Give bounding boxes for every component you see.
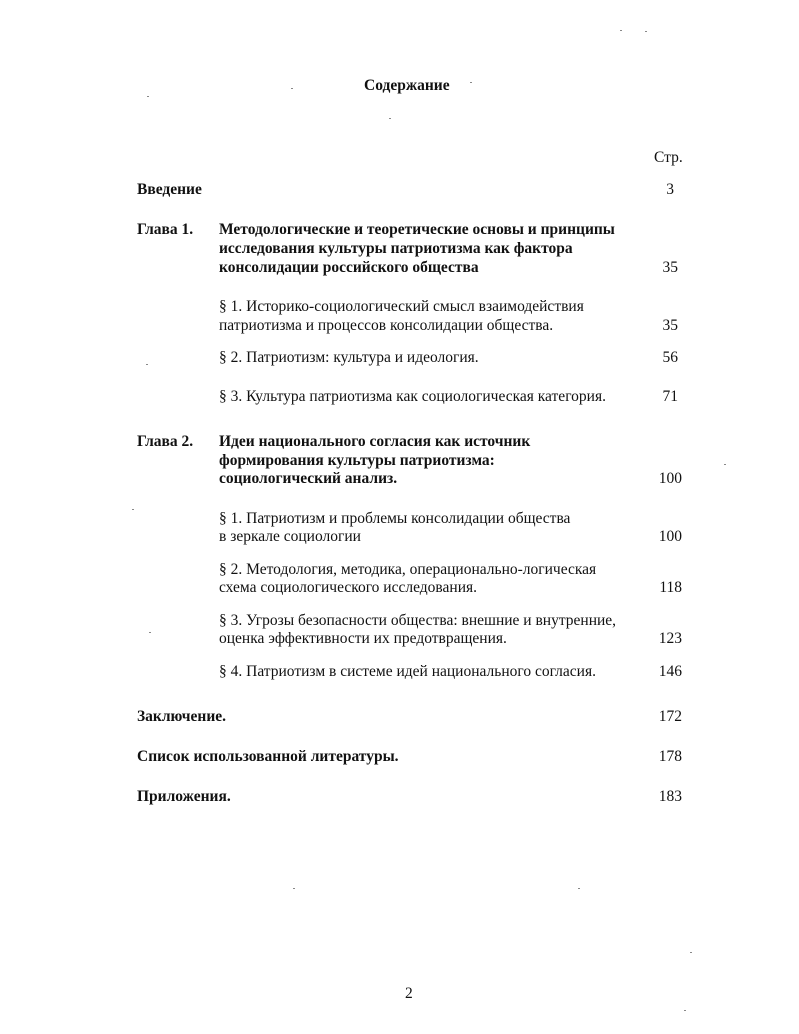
toc-conclusion-page: 172	[658, 708, 682, 725]
toc-intro-label: Введение	[137, 181, 202, 198]
toc-appendices-page: 183	[658, 788, 682, 805]
scan-speck	[146, 364, 148, 365]
ch2-section-line: § 1. Патриотизм и проблемы консолидации общества	[219, 510, 571, 527]
ch1-section-line: § 3. Культура патриотизма как социологическая категория.	[219, 388, 606, 405]
page-title: Содержание	[364, 77, 450, 94]
chapter2-title-line: социологический анализ.	[219, 470, 398, 487]
ch1-section-page: 35	[662, 317, 678, 334]
scan-speck	[578, 888, 580, 889]
ch1-section-line: § 2. Патриотизм: культура и идеология.	[219, 349, 479, 366]
toc-intro-page: 3	[666, 181, 674, 198]
scan-speck	[291, 88, 293, 89]
toc-appendices-label: Приложения.	[137, 788, 231, 805]
page-column-header: Стр.	[654, 149, 683, 166]
ch2-section-page: 100	[658, 528, 682, 545]
chapter1-title-line: консолидации российского общества	[219, 259, 479, 276]
toc-bibliography-page: 178	[658, 748, 682, 765]
chapter2-label: Глава 2.	[137, 433, 194, 450]
ch1-section-page: 71	[662, 388, 678, 405]
ch2-section-line: § 4. Патриотизм в системе идей национального согласия.	[219, 663, 596, 680]
scan-speck	[690, 952, 692, 953]
scan-speck	[147, 96, 149, 97]
scan-speck	[724, 464, 726, 465]
scan-speck	[470, 82, 472, 83]
ch2-section-page: 146	[658, 663, 682, 680]
ch2-section-line: схема социологического исследования.	[219, 579, 477, 596]
scan-speck	[645, 31, 647, 32]
chapter2-title-line: Идеи национального согласия как источник	[219, 433, 531, 450]
chapter1-title-line: исследования культуры патриотизма как фактора	[219, 240, 573, 257]
ch1-section-page: 56	[662, 349, 678, 366]
toc-bibliography-label: Список использованной литературы.	[137, 748, 399, 765]
ch1-section-line: патриотизма и процессов консолидации общества.	[219, 317, 554, 334]
scan-speck	[132, 509, 134, 510]
toc-conclusion-label: Заключение.	[137, 708, 227, 725]
ch1-section-line: § 1. Историко-социологический смысл взаимодействия	[219, 298, 584, 315]
scan-speck	[684, 1010, 686, 1011]
scan-speck	[149, 632, 151, 633]
page-number: 2	[405, 985, 413, 1002]
ch2-section-line: § 2. Методология, методика, операционально-логическая	[219, 561, 597, 578]
scan-speck	[293, 888, 295, 889]
chapter1-title-line: Методологические и теоретические основы и принципы	[219, 221, 615, 238]
scan-speck	[620, 30, 622, 31]
ch2-section-line: § 3. Угрозы безопасности общества: внешние и внутренние,	[219, 612, 617, 629]
chapter1-label: Глава 1.	[137, 221, 194, 238]
scan-speck	[389, 118, 391, 119]
chapter2-page: 100	[658, 470, 682, 487]
chapter2-title-line: формирования культуры патриотизма:	[219, 452, 495, 469]
ch2-section-page: 118	[659, 579, 682, 596]
ch2-section-page: 123	[658, 630, 682, 647]
chapter1-page: 35	[662, 259, 678, 276]
ch2-section-line: в зеркале социологии	[219, 528, 361, 545]
ch2-section-line: оценка эффективности их предотвращения.	[219, 630, 507, 647]
